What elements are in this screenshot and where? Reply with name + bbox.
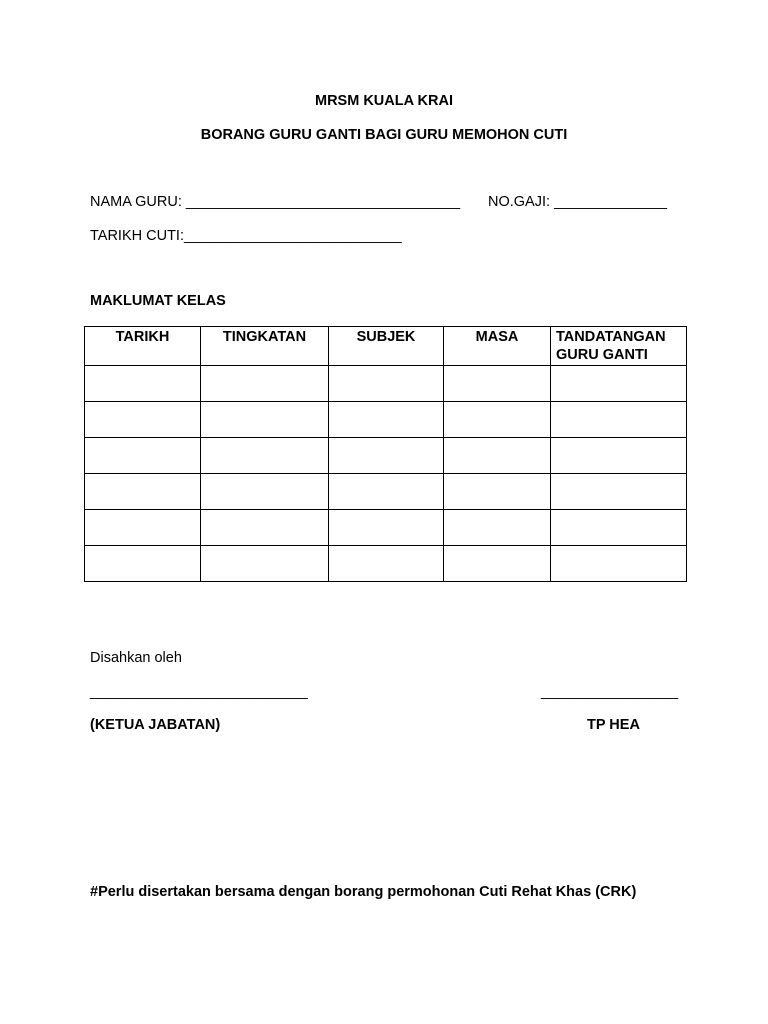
table-row (85, 402, 687, 438)
table-cell (329, 438, 444, 474)
table-row (85, 546, 687, 582)
table-header-row (85, 327, 687, 366)
column-header: TARIKH (85, 327, 201, 366)
table-cell (85, 474, 201, 510)
table-cell (85, 402, 201, 438)
table-cell (85, 366, 201, 402)
table-row (85, 438, 687, 474)
table-cell (551, 510, 687, 546)
table-row (85, 510, 687, 546)
table-cell (551, 474, 687, 510)
table-cell (201, 366, 329, 402)
table-row (85, 474, 687, 510)
table-cell (551, 366, 687, 402)
table-cell (329, 510, 444, 546)
table-cell (444, 402, 551, 438)
table-cell (444, 438, 551, 474)
school-name: MRSM KUALA KRAI (314, 93, 453, 109)
table-cell (329, 474, 444, 510)
table-cell (551, 438, 687, 474)
table-cell (444, 366, 551, 402)
table-cell (201, 438, 329, 474)
verified-by-label: Disahkan oleh (90, 650, 182, 666)
table-row (85, 366, 687, 402)
table-cell (551, 546, 687, 582)
form-title: BORANG GURU GANTI BAGI GURU MEMOHON CUTI (200, 127, 568, 143)
table-cell (329, 546, 444, 582)
table-cell (85, 438, 201, 474)
class-info-heading: MAKLUMAT KELAS (90, 293, 226, 309)
signatory-head-of-department: (KETUA JABATAN) (90, 717, 221, 733)
signature-line-right: _________________ (541, 684, 679, 700)
salary-number-field: NO.GAJI: ______________ (488, 194, 667, 210)
table-cell (85, 546, 201, 582)
table-cell (201, 402, 329, 438)
column-header: TINGKATAN (201, 327, 329, 366)
column-header: TANDATANGAN GURU GANTI (551, 327, 687, 366)
table-cell (444, 474, 551, 510)
table-cell (201, 474, 329, 510)
leave-date-field: TARIKH CUTI:___________________________ (90, 228, 402, 244)
footnote: #Perlu disertakan bersama dengan borang permohonan Cuti Rehat Khas (CRK) (90, 884, 637, 900)
table-cell (329, 402, 444, 438)
column-header: SUBJEK (329, 327, 444, 366)
teacher-name-field: NAMA GURU: __________________________________ (90, 194, 461, 210)
table-cell (329, 366, 444, 402)
table-cell (551, 402, 687, 438)
table-cell (201, 510, 329, 546)
class-info-table (84, 326, 687, 582)
column-header: MASA (444, 327, 551, 366)
table-cell (444, 510, 551, 546)
signature-line-left: ___________________________ (90, 684, 308, 700)
table-cell (85, 510, 201, 546)
table-cell (444, 546, 551, 582)
signatory-tp-hea: TP HEA (587, 717, 640, 733)
table-cell (201, 546, 329, 582)
